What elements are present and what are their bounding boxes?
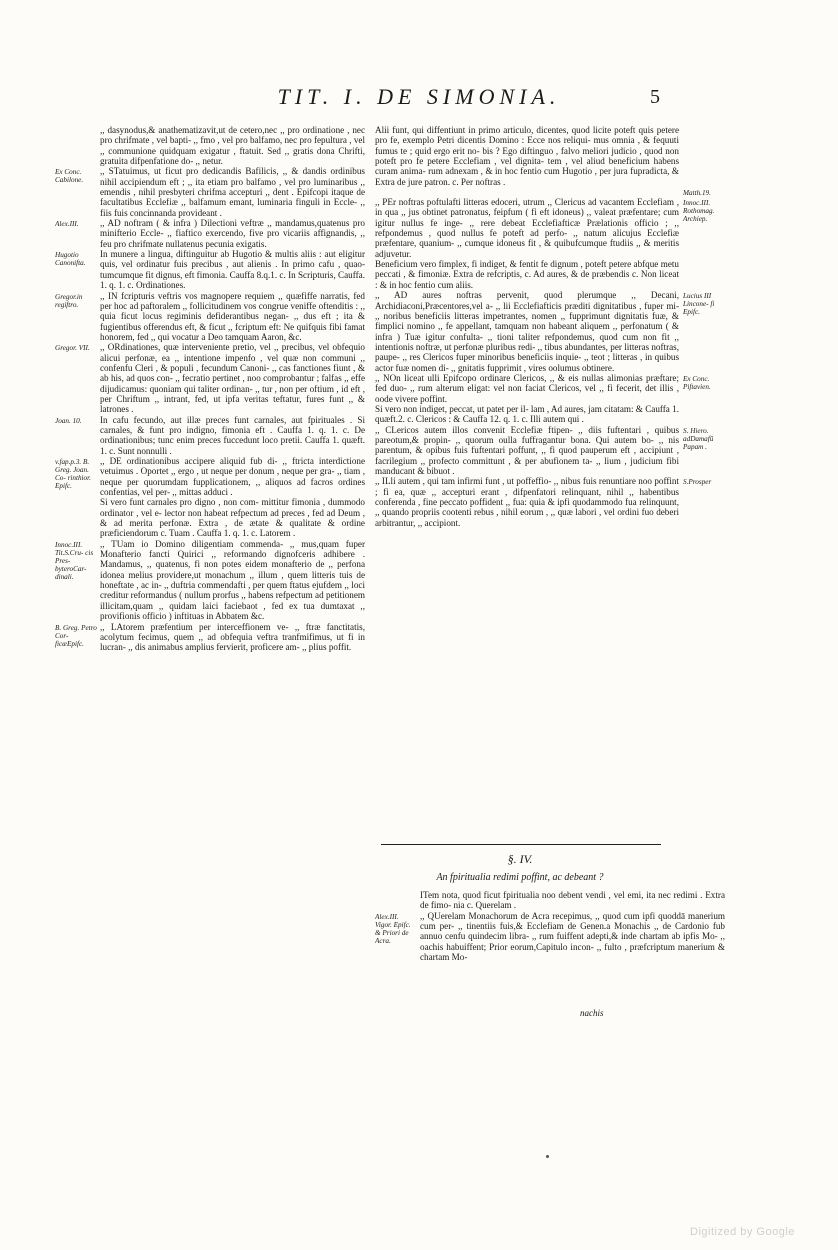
text-block [55, 249, 365, 290]
margin-note: Ex Conc. Cabilone. [55, 168, 84, 185]
text-block [375, 259, 725, 290]
paragraph [375, 187, 679, 197]
text-block [375, 425, 725, 477]
margin-note [679, 125, 725, 187]
text-block [55, 497, 365, 538]
paragraph: ,, CLericos autem illos convenit Ecclefiæ ftipen- ,, diis fuftentari , quibus pareotum,& propin- ,, quorum oulla fuffragantur bona. Qui autem bo- ,, nis parentum, & opibus fuis fuftentari poffunt, ,, fi quod pauperum eft , accipiunt , facrilegium ,, profecto committunt , & per abufionem ta- ,, lium , judicium fibi manducant & bibuot . [375, 424, 679, 476]
catchword: nachis [580, 1008, 604, 1018]
text-block [375, 404, 725, 425]
text-block [375, 911, 725, 963]
text-block [375, 476, 725, 528]
margin-note: Ex Conc. Piftavien. [683, 374, 711, 391]
text-block [55, 218, 365, 249]
paragraph: Si vero funt carnales pro digno , non com- mittitur fimonia , dummodo ordinator , vel e- lector non habeat refpectum ad preces , fed ad Deum , & ad merita perfonæ. Extra , de ætate & qualitate & ordine præficiendorum c. Tuam . Cauffa 1. q. 1. c. Latorem . [100, 497, 365, 539]
text-block [375, 290, 725, 373]
text-block [375, 187, 725, 197]
paragraph: ,, ILli autem , qui tam infirmi funt , ut poffeffio- ,, nibus fuis renuntiare noo poffint ; fi ea, quæ ,, accepturi erant , difpenfatori relinquant, nihil ,, habentibus conferenda , fine peccato poffident ,, fua: quia & ipfi quodammodo fua relinquunt, ,, quando propriis cootenti rebus , nihil eorum , ,, quæ labori , vel ordini fuo deberi arbitrantur, ,, accipiont. [375, 476, 679, 528]
margin-note: Gregor.in regiftro. [55, 292, 83, 309]
paragraph: ,, LAtorem præfentium per interceffionem ve- ,, ftræ fanctitatis, acolytum fecimus, quem ,, ad obfequia veftra tranfmifimus, ut fi in lucran- ,, dis animabus amplius fervierit, proficere am- ,, plius poffit. [100, 621, 365, 653]
margin-note [679, 404, 725, 425]
paragraph: ,, IN fcripturis veftris vos magnopere requiem ,, quæfiffe narratis, fed per hoc ad paftoralem ,, follicitudinem vos congrue veniffe oftenditis : ,, quia ficut locus regiminis defiderantibus negan- ,, dus eft ; ita & fugientibus offerendus eft, & ficut ,, fcriptum eft: Ne quifquis fibi famat honorem, fed ,, qui vocatur a Deo tamquam Aaron, &c. [100, 290, 365, 342]
text-block [55, 342, 365, 414]
section-column [375, 890, 725, 1010]
paragraph: ,, STatuimus, ut ficut pro dedicandis Bafilicis, ,, & dandis ordinibus nihil accipiendum eft ; ,, ita etiam pro balfamo , vel pro luminaribus ,, emendis , nihil presbyteri chrifma accepturi ,, dent . Epifcopi itaque de facultatibus Ecclefiæ ,, balfamum emant, luminaria finguli in Eccle- ,, fiis fuis concinnanda provideant . [100, 166, 365, 218]
margin-note: Alex.III. Vigor. Epifc. & Priori de Acra. [375, 912, 411, 945]
margin-note: Hugotio Canonifta. [55, 251, 86, 268]
paragraph: ,, QUerelam Monachorum de Acra recepimus, ,, quod cum ipfi quoddā manerium cum per- ,, tinentiis fuis,& Ecclefiam de Genen.a Monachis ,, de Cardonio fub annuo cenfu quindecim libra- ,, rum fuiffent adepti,& inde chartam ab ipfis Mo- ,, oachis habuiffent; Prior eorum,Capitulo incon- ,, fulto , præfcriptum manerium & chartam Mo- [420, 910, 725, 963]
section-divider [381, 844, 661, 845]
left-column [55, 125, 365, 895]
text-block [55, 456, 365, 497]
paragraph: In cafu fecundo, aut illæ preces funt carnales, aut fpirituales . Si carnales, & funt pro indigno, fimonia eft . Cauffa 1. q. 1. c. De ordinationibus; tunc enim preces fuccedunt loco pretii. Cauffa 1. quæft. 1. c. Sunt nonnulli . [100, 414, 365, 456]
paragraph: ,, TUam io Domino diligentiam commenda- ,, mus,quam fuper Monafterio fancti Quirici ,, reformando dignofceris adhibere . Mandamus, ,, quatenus, fi non potes eidem monafterio de ,, perfona idonea melius providere,ut monachum ,, illum , quem litteris tuis de honeftate , ac in- ,, duftria commendafti , per quem ftatus ejufdem ,, loci creditur reformandus ( nullum prorfus ,, habens refpectum ad petitionem illicitam,quam ,, quidam laici faciebaot , fed ex tua dumtaxat ,, provifionis officio ) inftituas in Abbatem &c. [100, 538, 365, 622]
paragraph: In munere a lingua, diftinguitur ab Hugotio & multis aliis : aut eligitur quis, vel ordinatur fuis precibus , aut alienis . In primo cafu , quao- tumcumque fit dignus, eft fimonia. Cauffa 8.q.1. c. In Scripturis, Cauffa. 1. q. 1. c. Ordinationes. [100, 249, 365, 291]
margin-note [55, 125, 100, 166]
margin-note [375, 890, 420, 911]
margin-note: Innoc.III. Tit.S.Cru- cis Pres- byteroCar- dinali. [55, 540, 94, 581]
running-title: TIT. I. DE SIMONIA. [277, 84, 561, 109]
margin-note: v.fap.p.3. B. Greg. Joan. Co- rinthior. Epifc. [55, 458, 91, 490]
paragraph: ,, dasynodus,& anathematizavit,ut de cetero,nec ,, pro ordinatione , nec pro chrifmate , vel bapti- ,, fmo , vel pro balfamo, nec pro fepultura , vel ,, communione quidquam exigatur , ftatuit. Sed ,, gratis dona Chrifti, gratuita difpenfatione do- ,, netur. [100, 125, 365, 167]
text-block [55, 539, 365, 622]
margin-note: Lucius III Lincone- fi Epifc. [683, 292, 715, 317]
page-number: 5 [650, 86, 660, 108]
section-title: §. IV. [507, 852, 533, 866]
watermark: Digitized by Google [690, 1226, 795, 1238]
text-block [375, 373, 725, 404]
paragraph: ,, NOn liceat ulli Epifcopo ordinare Clericos, ,, & eis nullas alimonias præftare; fed duo- ,, rum alterum eligat: vel non faciat Clericos, vel ,, fi fecerit, det illis , oode vivere poffint. [375, 372, 679, 404]
margin-note [55, 497, 100, 538]
page-header [0, 84, 838, 114]
text-block [55, 415, 365, 456]
paragraph: ,, ORdinationes, quæ interveniente pretio, vel ,, precibus, vel obfequio alicui perfonæ, ea ,, intentione impenfo , vel quæ non communi ,, confenfu Cleri , & populi , fecundum Canoni- ,, cas fanctiones fiunt , & ab his, ad quos con- ,, fecratio pertinet , noo comprobantur ; falfas ,, effe dijudicamus: quoniam qui taliter ordinan- ,, tur , non per oftium , id eft , per Chriftum ,, intrant, fed, ut ipfa veritas teftatur, fures funt ,, & latrones . [100, 342, 365, 415]
paragraph: ,, AD aures noftras pervenit, quod plerumque ,, Decani, Archidiaconi,Præcentores,vel a- ,, lii Ecclefiafticis præditi dignitatibus , fuper mi- ,, noribus beneficiis litteras impetrantes, nomen ,, fupprimunt dignitatis fuæ, & fimplici nomino ,, fe appellant, tamquam non habeant aliquem ,, perfonatum ( & infra ) Tuæ igitur confulta- ,, tioni taliter refpondemus, quod cum non fit ,, intentionis noftræ, ut perfonæ pluribus redi- ,, tibus abundantes, per litteras noftras, paupe- ,, res Clericos fuper minoribus beneficiis inquie- ,, teot ; litteras , in quibus actor fuæ nomen di- ,, gnitatis fupprimit , vires oolumus obtinere. [375, 290, 679, 373]
text-block [55, 125, 365, 166]
margin-note: Innoc.III. Rothomag. Archiep. [683, 199, 715, 224]
margin-note: Gregor. VII. [55, 344, 90, 353]
paragraph: ,, DE ordinationibus accipere aliquid fub di- ,, ftricta interdictione vetuimus . Oportet ,, ergo , ut neque per donum , neque per gra- ,, tiam , neque per quorumdam fupplicationem, ,, aliquos ad facros ordines confentias, vel per- ,, mittas adduci . [100, 456, 365, 498]
paragraph: Alii funt, qui diffentiunt in primo articulo, dicentes, quod licite poteft quis petere pro fe, exemplo Petri dicentis Domino : Ecce nos reliqui- mus omnia , & fequuti fumus te ; quid ergo erit no- bis ? Ego diftinguo , falvo meliori judicio , quod non poteft pro fe petere Ecclefiam , vel dignita- tem , vel aliud beneficium habens curam anima- rum adnexam , & in hoc fentio cum Hugotio , per jura fupradicta, & Extra de jure patron. c. Per noftras . [375, 125, 679, 187]
right-column [375, 125, 725, 935]
ink-dot [546, 1155, 549, 1158]
margin-note [679, 259, 725, 290]
paragraph: ,, AD noftram ( & infra ) Dilectioni veftræ ,, mandamus,quatenus pro minifterio Eccle- ,, fiaftico exercendo, five pro vicariis affignandis, ,, feu pro chrifmate nullatenus pecunia exigatis. [100, 218, 365, 249]
text-block [375, 125, 725, 187]
margin-note: B. Greg. Petro Cor- ficæEpifc. [55, 623, 97, 648]
margin-note: S.Prosper [683, 478, 712, 487]
text-block [55, 291, 365, 343]
paragraph: Beneficium vero fimplex, fi indiget, & fentit fe dignum , poteft petere abfque metu peccati , & fimoniæ. Extra de refcriptis, c. Ad aures, & de præbendis c. Non liceat : & in hoc fentio cum aliis. [375, 259, 679, 290]
margin-note: Joan. 10. [55, 416, 82, 425]
paragraph: ,, PEr noftras poftulafti litteras edoceri, utrum ,, Clericus ad vacantem Ecclefiam , in qua ,, jus obtinet patronatus, feipfum ( fi eft idoneus) ,, valeat præfentare; cum igitur nullus fe inge- ,, rere debeat Ecclefiafticæ Prælationis officio ; ,, refpondemus , quod nullus fe poteft ad perfo- ,, natum alicujus Ecclefiæ præfentare, quanium- ,, cumque idoneus fit , & quibufcumque ftudiis ,, & meritis adjuvetur. [375, 197, 679, 259]
text-block [55, 166, 365, 218]
margin-note: S. Hiero. adDamafū Papam . [683, 426, 714, 451]
text-block [55, 622, 365, 653]
margin-note: Alex.III. [55, 220, 79, 229]
paragraph: ITem nota, quod ficut fpiritualia noo debent vendi , vel emi, ita nec redimi . Extra de fimo- nia c. Querelam . [420, 890, 725, 911]
section-subtitle: An fpiritualia redimi poffint, ac debeant ? [436, 872, 604, 883]
text-block [375, 890, 725, 911]
margin-note: Matth.19. [683, 189, 711, 198]
paragraph: Si vero non indiget, peccat, ut patet per il- lam , Ad aures, jam citatam: & Cauffa 1. quæft.2. c. Clericos : & Cauffa 12. q. 1. c. Illi autem qui . [375, 403, 679, 425]
text-block [375, 197, 725, 259]
